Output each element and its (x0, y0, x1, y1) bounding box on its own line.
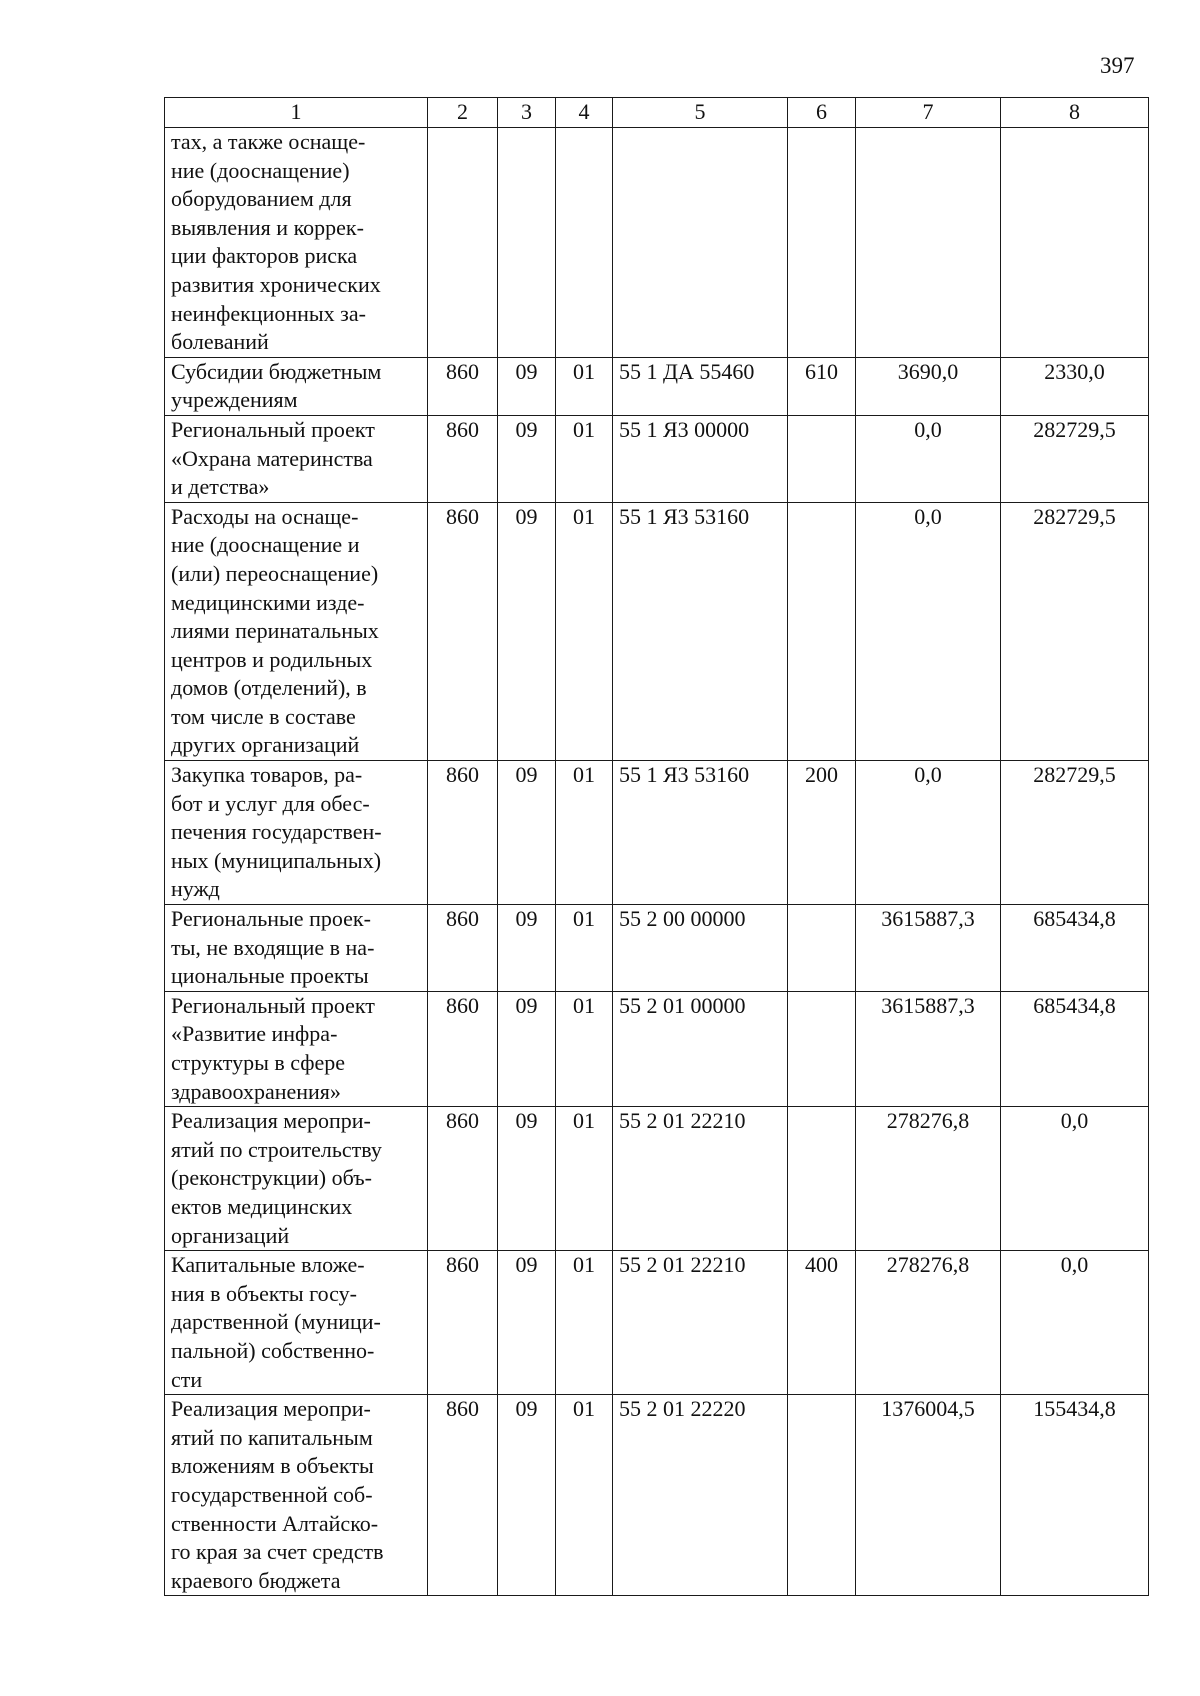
column-header: 5 (613, 98, 788, 128)
description-line: краевого бюджета (171, 1567, 341, 1593)
cell-section: 09 (498, 761, 556, 905)
description-line: ятий по строительству (171, 1136, 382, 1162)
cell-ministry: 860 (428, 991, 498, 1106)
cell-description (165, 991, 428, 1106)
table-row (165, 357, 1149, 415)
description-line: здравоохранения» (171, 1078, 341, 1104)
cell-expense-type (788, 128, 856, 358)
cell-description (165, 1395, 428, 1596)
cell-ministry: 860 (428, 502, 498, 760)
cell-section: 09 (498, 502, 556, 760)
description-line: ние (дооснащение) (171, 157, 350, 183)
cell-ministry: 860 (428, 357, 498, 415)
description-line: ектов медицинских (171, 1193, 353, 1219)
cell-expense-type: 610 (788, 357, 856, 415)
column-header: 7 (856, 98, 1001, 128)
table-row (165, 1395, 1149, 1596)
cell-amount-col8: 685434,8 (1001, 991, 1149, 1106)
cell-section: 09 (498, 1107, 556, 1251)
description-line: Капитальные вложе- (171, 1252, 365, 1278)
description-line: оборудованием для (171, 186, 352, 212)
cell-amount-col7: 0,0 (856, 415, 1001, 502)
description-line: Реализация меропри- (171, 1396, 371, 1422)
description-line: структуры в сфере (171, 1050, 346, 1075)
table-row (165, 1107, 1149, 1251)
cell-amount-col7: 0,0 (856, 502, 1001, 760)
description-line: нужд (171, 876, 220, 902)
description-line: ятий по капитальным (171, 1424, 373, 1450)
cell-section (498, 128, 556, 358)
description-line: бот и услуг для обес- (171, 790, 370, 816)
cell-subsection: 01 (556, 1395, 613, 1596)
description-line: домов (отделений), в (171, 675, 367, 701)
page-number: 397 (1100, 53, 1135, 78)
cell-section: 09 (498, 905, 556, 992)
description-line: Реализация меропри- (171, 1108, 371, 1134)
cell-subsection: 01 (556, 1251, 613, 1395)
cell-target-code: 55 1 ДА 55460 (613, 357, 788, 415)
description-line: (или) переоснащение) (171, 560, 379, 586)
cell-amount-col8: 2330,0 (1001, 357, 1149, 415)
cell-description (165, 905, 428, 992)
cell-amount-col7: 278276,8 (856, 1107, 1001, 1251)
table-body (165, 128, 1149, 1596)
cell-target-code: 55 2 00 00000 (613, 905, 788, 992)
cell-amount-col8: 282729,5 (1001, 761, 1149, 905)
cell-subsection: 01 (556, 761, 613, 905)
description-line: Региональный проект (171, 992, 375, 1018)
description-line: ния в объекты госу- (171, 1280, 357, 1306)
description-line: сти (171, 1366, 203, 1392)
description-line: тах, а также оснаще- (171, 129, 366, 154)
cell-description (165, 761, 428, 905)
cell-ministry: 860 (428, 1395, 498, 1596)
description-line: (реконструкции) объ- (171, 1165, 372, 1191)
cell-description (165, 1107, 428, 1251)
cell-amount-col8: 0,0 (1001, 1251, 1149, 1395)
cell-description (165, 128, 428, 358)
cell-target-code: 55 2 01 22210 (613, 1251, 788, 1395)
description-line: организаций (171, 1222, 290, 1248)
description-line: и детства» (171, 474, 270, 500)
cell-subsection: 01 (556, 502, 613, 760)
cell-expense-type (788, 991, 856, 1106)
cell-expense-type (788, 502, 856, 760)
table-header-row (165, 98, 1149, 128)
cell-subsection: 01 (556, 905, 613, 992)
cell-subsection: 01 (556, 991, 613, 1106)
cell-ministry: 860 (428, 1251, 498, 1395)
cell-expense-type (788, 1107, 856, 1251)
cell-amount-col8: 155434,8 (1001, 1395, 1149, 1596)
description-line: ты, не входящие в на- (171, 934, 375, 960)
description-line: выявления и коррек- (171, 214, 364, 240)
description-line: вложениям в объекты (171, 1453, 374, 1479)
cell-ministry: 860 (428, 1107, 498, 1251)
cell-amount-col7: 3615887,3 (856, 905, 1001, 992)
cell-amount-col7: 1376004,5 (856, 1395, 1001, 1596)
cell-amount-col7 (856, 128, 1001, 358)
description-line: медицинскими изде- (171, 589, 365, 615)
column-header: 6 (788, 98, 856, 128)
cell-section: 09 (498, 1251, 556, 1395)
table-row (165, 991, 1149, 1106)
cell-expense-type (788, 415, 856, 502)
cell-target-code: 55 1 Я3 53160 (613, 761, 788, 905)
description-line: «Развитие инфра- (171, 1021, 338, 1047)
description-line: болеваний (171, 329, 269, 355)
cell-ministry: 860 (428, 905, 498, 992)
cell-amount-col8 (1001, 128, 1149, 358)
cell-amount-col8: 282729,5 (1001, 415, 1149, 502)
cell-target-code: 55 1 Я3 00000 (613, 415, 788, 502)
description-line: Региональные проек- (171, 906, 371, 932)
cell-ministry: 860 (428, 761, 498, 905)
cell-subsection: 01 (556, 1107, 613, 1251)
description-line: Закупка товаров, ра- (171, 762, 363, 788)
cell-subsection: 01 (556, 357, 613, 415)
description-line: циональные проекты (171, 963, 369, 989)
description-line: лиями перинатальных (171, 618, 379, 644)
cell-amount-col7: 3690,0 (856, 357, 1001, 415)
description-line: «Охрана материнства (171, 445, 373, 471)
description-line: ных (муниципальных) (171, 847, 382, 873)
cell-section: 09 (498, 1395, 556, 1596)
cell-amount-col8: 282729,5 (1001, 502, 1149, 760)
description-line: Расходы на оснаще- (171, 503, 359, 529)
cell-amount-col7: 0,0 (856, 761, 1001, 905)
column-header: 8 (1001, 98, 1149, 128)
cell-target-code: 55 2 01 00000 (613, 991, 788, 1106)
cell-subsection (556, 128, 613, 358)
cell-expense-type: 400 (788, 1251, 856, 1395)
column-header: 1 (165, 98, 428, 128)
table-row (165, 1251, 1149, 1395)
description-line: центров и родильных (171, 646, 373, 672)
cell-section: 09 (498, 357, 556, 415)
cell-description (165, 1251, 428, 1395)
description-line: печения государствен- (171, 819, 382, 845)
table-row (165, 905, 1149, 992)
cell-description (165, 415, 428, 502)
cell-target-code (613, 128, 788, 358)
description-line: неинфекционных за- (171, 300, 366, 326)
description-line: Субсидии бюджетным (171, 358, 382, 384)
description-line: ственности Алтайско- (171, 1510, 379, 1536)
cell-section: 09 (498, 991, 556, 1106)
cell-description (165, 357, 428, 415)
table-row (165, 761, 1149, 905)
cell-description (165, 502, 428, 760)
cell-expense-type (788, 905, 856, 992)
description-line: других организаций (171, 732, 360, 758)
cell-section: 09 (498, 415, 556, 502)
cell-target-code: 55 2 01 22210 (613, 1107, 788, 1251)
table-row (165, 415, 1149, 502)
description-line: ции факторов риска (171, 243, 358, 269)
cell-target-code: 55 1 Я3 53160 (613, 502, 788, 760)
description-line: развития хронических (171, 271, 381, 297)
cell-target-code: 55 2 01 22220 (613, 1395, 788, 1596)
description-line: том числе в составе (171, 703, 356, 729)
description-line: пальной) собственно- (171, 1337, 375, 1363)
budget-table (164, 97, 1149, 1596)
description-line: Региональный проект (171, 416, 375, 442)
description-line: государственной соб- (171, 1481, 373, 1507)
cell-amount-col7: 278276,8 (856, 1251, 1001, 1395)
table-row (165, 502, 1149, 760)
cell-ministry (428, 128, 498, 358)
cell-amount-col8: 0,0 (1001, 1107, 1149, 1251)
description-line: дарственной (муници- (171, 1309, 381, 1335)
column-header: 4 (556, 98, 613, 128)
cell-expense-type: 200 (788, 761, 856, 905)
cell-expense-type (788, 1395, 856, 1596)
description-line: ние (дооснащение и (171, 532, 360, 558)
description-line: учреждениям (171, 387, 298, 413)
cell-subsection: 01 (556, 415, 613, 502)
column-header: 3 (498, 98, 556, 128)
cell-amount-col7: 3615887,3 (856, 991, 1001, 1106)
table-row (165, 128, 1149, 358)
cell-amount-col8: 685434,8 (1001, 905, 1149, 992)
cell-ministry: 860 (428, 415, 498, 502)
column-header: 2 (428, 98, 498, 128)
description-line: го края за счет средств (171, 1539, 384, 1565)
